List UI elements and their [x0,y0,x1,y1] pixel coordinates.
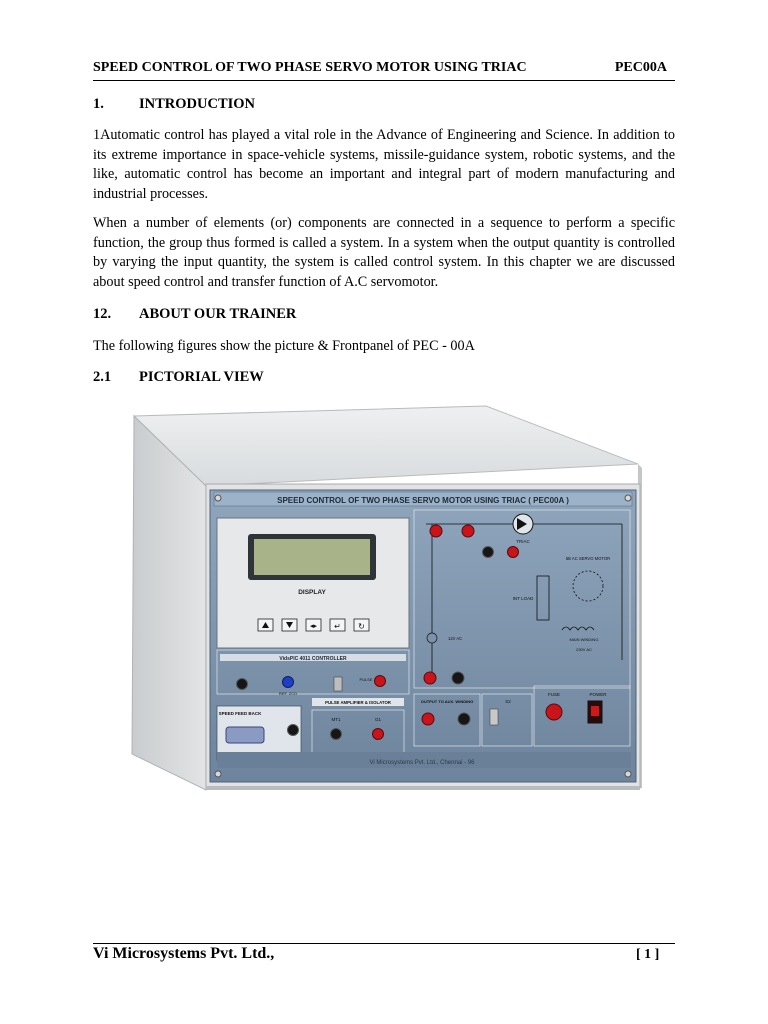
g1-label: G1 [374,717,382,722]
speed-feedback-label: SPEED FEED BACK [218,711,262,716]
panel-title: SPEED CONTROL OF TWO PHASE SERVO MOTOR USING TRIAC ( PEC00A ) [277,496,569,505]
servo-motor-label: 5B AC SERVO MOTOR [565,556,611,561]
section-heading-pictorial [93,369,264,386]
pulse-label: PULSE [359,677,373,682]
section-number: 1. [93,96,104,112]
toggle-switch[interactable] [334,677,342,691]
footer-rule [93,943,675,944]
pulse-amp-label: PULSE AMPLIFIER & ISOLATOR [325,700,391,705]
fuse-holder[interactable] [546,704,562,720]
maker-label: Vi Microsystems Pvt. Ltd., Chennai - 96 [369,760,475,766]
aux-jack-red[interactable] [422,713,434,725]
ac-source-symbol [427,633,437,643]
g1-jack[interactable] [373,729,384,740]
page-header [93,60,675,81]
section-heading-introduction [93,96,255,113]
jack-black-w[interactable] [288,725,299,736]
ac-12v-label: 12V AC [448,636,463,641]
section-title: INTRODUCTION [139,96,256,112]
jack-black-mt2[interactable] [483,547,494,558]
paragraph-system: When a number of elements (or) components are connected in a sequence to perform a specific function, the group thus formed is called a system. In a system when the output quantity is controlled by varying the input quantity, the system is called control system. In this chapter we are discussed about speed control and transfer function of A.C servomotor. [93,215,675,290]
section-title: ABOUT OUR TRAINER [139,306,297,322]
section-heading-trainer [93,306,296,323]
jack-black-p4[interactable] [452,672,464,684]
ac-230v-label: 230V AC [576,647,592,652]
pulse-jack[interactable] [375,676,386,687]
main-winding-label: MAIN WINDING [569,637,599,642]
power-label: POWER [589,692,607,697]
lcd-screen [254,539,370,575]
ref-zcd-knob[interactable] [283,677,294,688]
triac-label: TRIAC [516,539,530,544]
svg-text:↵: ↵ [334,622,341,631]
jack-red-p1[interactable] [430,525,442,537]
fuse-label: FUSE [547,692,561,697]
section-title: PICTORIAL VIEW [139,369,264,385]
jack-red-p3[interactable] [424,672,436,684]
aux-jack-black[interactable] [458,713,470,725]
svg-text:◂▸: ◂▸ [309,623,318,630]
paragraph-introduction: 1Automatic control has played a vital role in the Advance of Engineering and Science. In addition to its extreme importance in space-vehicle systems, missile-guidance system, robotic systems, and the like, automatic control has become an important and integral part of modern manufacturing and industrial processes. [93,127,675,202]
page-number: [ 1 ] [636,947,660,962]
mt1-jack[interactable] [331,729,342,740]
header-code: PEC00A [614,60,667,75]
jack-red-p2[interactable] [462,525,474,537]
controller-label: VidsPIC 4011 CONTROLLER [279,656,347,662]
int-load-label: INT LOAD [512,596,534,601]
header-title: SPEED CONTROL OF TWO PHASE SERVO MOTOR USING TRIAC [93,60,527,75]
section-number: 12. [93,306,112,322]
jack-red-g[interactable] [508,547,519,558]
mt1-label: MT1 [331,717,341,722]
s2-toggle[interactable] [490,709,498,725]
paragraph-figures: The following figures show the picture & Frontpanel of PEC - 00A [93,338,475,354]
s2-label: S2 [505,699,511,704]
display-label: DISPLAY [298,589,326,596]
jack-black-1[interactable] [237,679,248,690]
section-number: 2.1 [93,369,112,385]
svg-text:↻: ↻ [358,622,365,631]
trainer-photo [122,398,652,794]
db9-connector[interactable] [226,727,264,743]
output-aux-label: OUTPUT TO AUX. WINDING [420,699,474,704]
footer-company: Vi Microsystems Pvt. Ltd., [93,945,275,962]
ref-zcd-label: REF. ZCD [279,691,297,696]
